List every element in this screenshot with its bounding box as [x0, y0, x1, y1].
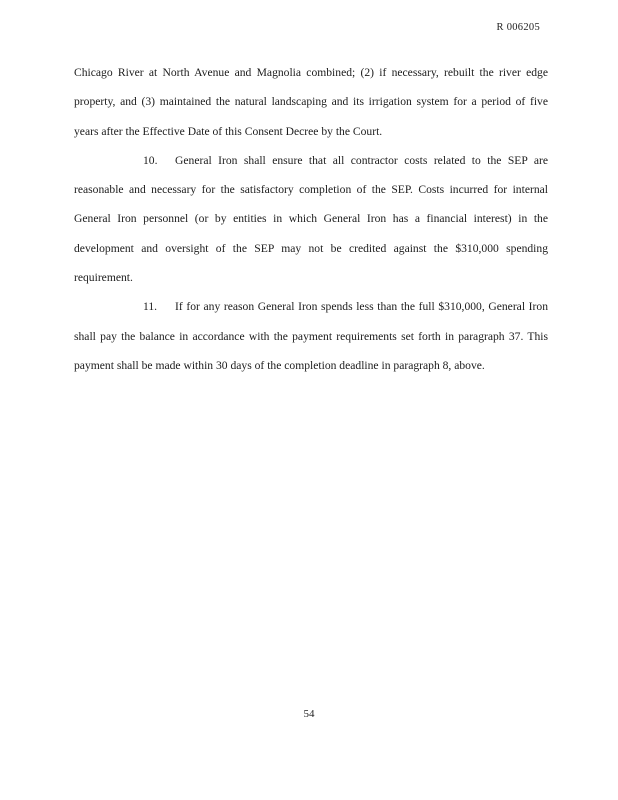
document-body: [74, 58, 548, 380]
page-number: 54: [303, 708, 315, 720]
paragraph-text: General Iron shall ensure that all contractor costs related to the SEP are reasonable and necessary for the satisfactory completion of the SEP. Costs incurred for internal General Iron personnel (or by entities in which General Iron has a financial interest) in the development and oversight of the SEP may not be credited against the $310,000 spending requirement.: [74, 153, 548, 285]
paragraph-number: 11.: [143, 300, 158, 314]
paragraph-11: [74, 292, 548, 380]
paragraph-10: [74, 146, 548, 292]
bates-number: R 006205: [496, 22, 540, 33]
paragraph-text: Chicago River at North Avenue and Magnolia combined; (2) if necessary, rebuilt the river edge property, and (3) maintained the natural landscaping and its irrigation system for a period of five years after the Effective Date of this Consent Decree by the Court.: [74, 66, 548, 138]
paragraph-number: 10.: [143, 153, 158, 167]
paragraph-text: If for any reason General Iron spends less than the full $310,000, General Iron shall pay the balance in accordance with the payment requirements set forth in paragraph 37. This payment shall be made within 30 days of the completion deadline in paragraph 8, above.: [74, 300, 548, 372]
paragraph-continuation: [74, 58, 548, 146]
